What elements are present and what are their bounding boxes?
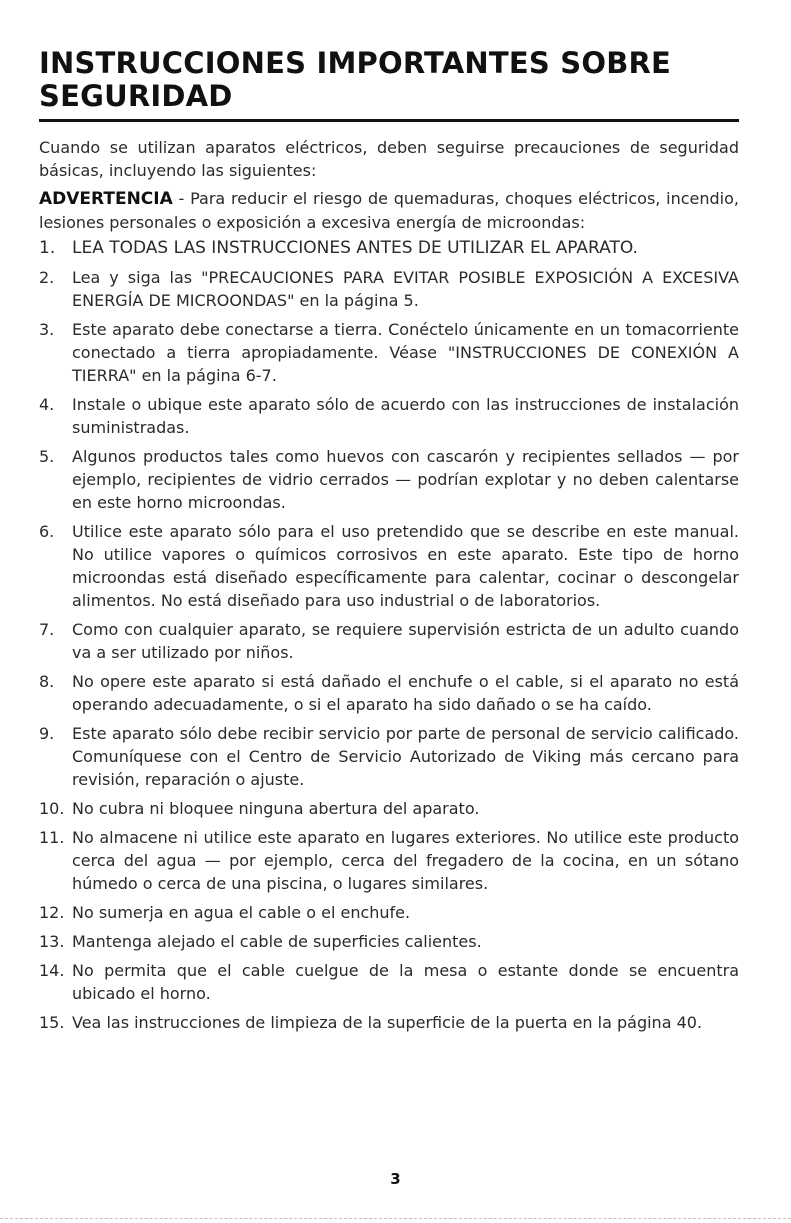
item-number: 9. [39,724,55,743]
item-text: No cubra ni bloquee ninguna abertura del aparato. [72,799,480,818]
item-text: Como con cualquier aparato, se requiere supervisión estricta de un adulto cuando va a ser utilizado por niños. [72,620,739,662]
item-text: No permita que el cable cuelgue de la mesa o estante donde se encuentra ubicado el horno. [72,961,739,1003]
item-text: Este aparato debe conectarse a tierra. Conéctelo únicamente en un tomacorriente conectado a tierra apropiadamente. Véase "INSTRUCCIONES DE CONEXIÓN A TIERRA" en la página 6-7. [72,320,739,385]
scan-edge-divider [0,1218,791,1219]
list-item [39,520,739,612]
list-item [39,618,739,664]
item-number: 12. [39,903,65,922]
item-number: 4. [39,395,55,414]
title-underline [39,119,739,122]
item-number: 6. [39,522,55,541]
warning-text: - Para reducir el riesgo de quemaduras, choques eléctricos, incendio, lesiones personales o exposición a excesiva energía de microondas: [39,189,739,232]
warning-label: ADVERTENCIA [39,189,173,209]
document-page [39,0,739,1040]
list-item [39,826,739,895]
item-number: 2. [39,268,55,287]
list-item [39,901,739,924]
list-item [39,266,739,312]
item-number: 1. [39,238,56,258]
item-number: 13. [39,932,65,951]
item-text: No almacene ni utilice este aparato en lugares exteriores. No utilice este producto cerca del agua — por ejemplo, cerca del fregadero de la cocina, en un sótano húmedo o cerca de una piscina, o lugares similares. [72,828,739,893]
item-text: Este aparato sólo debe recibir servicio por parte de personal de servicio calificado. Comuníquese con el Centro de Servicio Autorizado de Viking más cercano para revisión, reparación o ajuste. [72,724,739,789]
warning-paragraph [39,187,739,234]
list-item [39,722,739,791]
item-text: Algunos productos tales como huevos con cascarón y recipientes sellados — por ejemplo, recipientes de vidrio cerrados — podrían explotar y no deben calentarse en este horno microondas. [72,447,739,512]
item-text: Instale o ubique este aparato sólo de acuerdo con las instrucciones de instalación suministradas. [72,395,739,437]
item-number: 3. [39,320,55,339]
item-number: 14. [39,961,65,980]
list-item [39,318,739,387]
list-item [39,445,739,514]
safety-instructions-list [39,237,739,1034]
item-number: 11. [39,828,65,847]
page-number: 3 [390,1170,401,1188]
list-item [39,393,739,439]
list-item [39,959,739,1005]
list-item [39,930,739,953]
list-item [39,670,739,716]
item-number: 10. [39,799,65,818]
item-number: 15. [39,1013,65,1032]
item-number: 7. [39,620,55,639]
page-title: INSTRUCCIONES IMPORTANTES SOBRE SEGURIDAD [39,46,672,113]
intro-paragraph: Cuando se utilizan aparatos eléctricos, deben seguirse precauciones de seguridad básicas, incluyendo las siguientes: [39,138,739,180]
item-text: No opere este aparato si está dañado el enchufe o el cable, si el aparato no está operando adecuadamente, o si el aparato ha sido dañado o se ha caído. [72,672,739,714]
item-number: 5. [39,447,55,466]
item-text: Mantenga alejado el cable de superficies calientes. [72,932,482,951]
list-item [39,797,739,820]
list-item [39,1011,739,1034]
item-text: No sumerja en agua el cable o el enchufe. [72,903,411,922]
item-text: Vea las instrucciones de limpieza de la superficie de la puerta en la página 40. [72,1013,703,1032]
item-number: 8. [39,672,55,691]
item-text: LEA TODAS LAS INSTRUCCIONES ANTES DE UTILIZAR EL APARATO. [72,238,638,258]
item-text: Lea y siga las "PRECAUCIONES PARA EVITAR POSIBLE EXPOSICIÓN A EXCESIVA ENERGÍA DE MICROONDAS" en la página 5. [72,268,739,310]
list-item [39,237,739,260]
item-text: Utilice este aparato sólo para el uso pretendido que se describe en este manual. No utilice vapores o químicos corrosivos en este aparato. Este tipo de horno microondas está diseñado específicamente para calentar, cocinar o descongelar alimentos. No está diseñado para uso industrial o de laboratorios. [72,522,739,610]
